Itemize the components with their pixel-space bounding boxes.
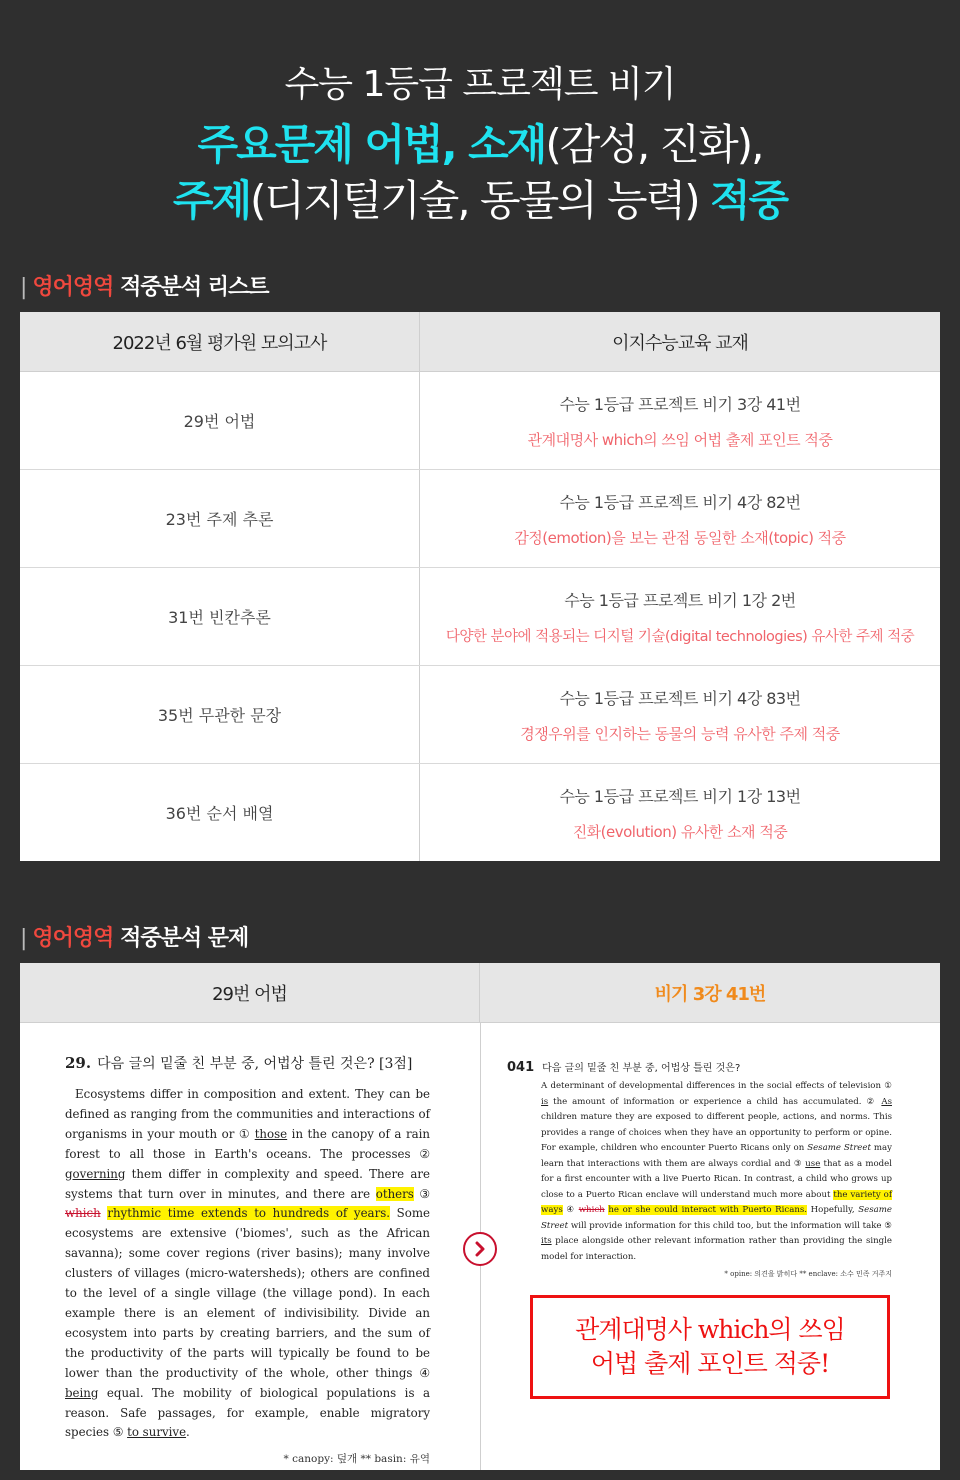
question-number: 29. [65,1054,92,1072]
question-passage: A determinant of developmental differences in the social effects of television ① is the amount of information or experience a child has accumulated. ② As children mature they are exposed to different people, actions, and norms. This provides a range of choices when they have an opportunity to perform or opine. For example, children who encounter Puerto Ricans only on Sesame Street may learn that interactions with them are always cordial and ③ use that as a model for a first encounter with a live Puerto Rican. In contrast, a child who grows up close to a Puerto Rican enclave will understand much more about the variety of ways ④ which he or she could interact with Puerto Ricans. Hopefully, Sesame Street will provide information for this child too, but the information will take ⑤ its place alongside other relevant information rather than providing the single model for interaction. [541,1081,892,1262]
row-book: 수능 1등급 프로젝트 비기 1강 2번 [564,590,796,610]
row-note: 경쟁우위를 인지하는 동물의 능력 유사한 주제 적중 [520,724,840,743]
table-row [20,764,940,861]
footnote: * canopy: 덮개 ** basin: 유역 [283,1453,430,1466]
question-heading [65,1053,430,1073]
row-note: 진화(evolution) 유사한 소재 적중 [572,822,788,841]
exam-question-29 [65,1053,430,1466]
question-heading [507,1059,892,1075]
table-row [20,666,940,764]
row-book-cell [420,764,940,861]
col-header-book: 이지수능교육 교재 [612,332,748,354]
row-book: 수능 1등급 프로젝트 비기 3강 41번 [559,394,801,414]
question-prompt: 다음 글의 밑줄 친 부분 중, 어법상 틀린 것은? [3점] [97,1056,413,1072]
problem-body [20,1023,940,1470]
row-note: 감정(emotion)을 보는 관점 동일한 소재(topic) 적중 [514,528,846,547]
book-question-041 [507,1059,892,1279]
table-row [20,568,940,666]
hero-line2-rest: (감성, 진화), [545,120,763,169]
section-title-red: 영어영역 [32,926,114,951]
section-title-red: 영어영역 [32,275,114,300]
section-bar: | [20,926,27,951]
section-title-list [20,270,269,301]
callout-line1: 관계대명사 which의 쓰임 [575,1315,845,1344]
row-book: 수능 1등급 프로젝트 비기 4강 82번 [559,492,801,512]
table-header [20,312,940,372]
row-question: 36번 순서 배열 [20,764,420,861]
question-number: 041 [507,1060,535,1075]
row-question: 23번 주제 추론 [20,470,420,567]
row-book: 수능 1등급 프로젝트 비기 1강 13번 [559,786,801,806]
hero-line2 [0,112,960,172]
hero-line3 [0,168,960,228]
row-question: 31번 빈칸추론 [20,568,420,665]
section-title-rest: 적중분석 문제 [113,926,249,951]
row-book-cell [420,666,940,763]
hit-callout-box [530,1295,890,1399]
footnote: * opine: 의견을 밝히다 ** enclave: 소수 민족 거주지 [724,1270,892,1278]
hero-line3-mid: (디지털기술, 동물의 능력) [250,176,710,225]
row-book: 수능 1등급 프로젝트 비기 4강 83번 [559,688,801,708]
hit-analysis-table [20,312,940,861]
hero-line3-highlight1: 주제 [172,176,251,225]
section-title-problem [20,921,248,952]
callout-line2: 어법 출제 포인트 적중! [590,1349,830,1378]
col-header-exam: 2022년 6월 평가원 모의고사 [20,312,420,371]
table-header [20,963,940,1023]
row-book-cell [420,372,940,469]
section-title-rest: 적중분석 리스트 [113,275,269,300]
row-book-cell [420,568,940,665]
hero-line3-highlight2: 적중 [709,176,788,225]
table-row [20,470,940,568]
question-prompt: 다음 글의 밑줄 친 부분 중, 어법상 틀린 것은? [542,1063,741,1074]
chevron-right-icon [463,1232,497,1266]
problem-comparison-table [20,963,940,1470]
col-header-book-question: 비기 3강 41번 [654,983,766,1005]
row-note: 다양한 분야에 적용되는 디지털 기술(digital technologies) 유사한 주제 적중 [445,628,915,645]
row-question: 29번 어법 [20,372,420,469]
table-row [20,372,940,470]
col-header-exam-question: 29번 어법 [20,963,480,1022]
row-note: 관계대명사 which의 쓰임 어법 출제 포인트 적중 [527,430,833,449]
row-book-cell [420,470,940,567]
hero-banner [0,0,960,250]
question-passage: Ecosystems differ in composition and extent. They can be defined as ranging from the communities and interactions of organisms in your mouth or ① those in the canopy of a rain forest to all those in Earth's oceans. The processes ② governing them differ in complexity and speed. There are systems that turn over in minutes, and there are others ③ which rhythmic time extends to hundreds of years. Some ecosystems are extensive ('biomes', such as the African savanna); some cover regions (river basins); many involve clusters of villages (micro-watersheds); others are confined to the level of a single village (the village pond). In each example there is an element of indivisibility. Divide an ecosystem into parts by creating barriers, and the sum of the productivity of the parts will typically be found to be lower than the productivity of the whole, other things ④ being equal. The mobility of biological populations is a reason. Safe passages, for example, enable migratory species ⑤ to survive. [65,1087,431,1440]
hero-line2-highlight: 주요문제 어법, 소재 [197,120,546,169]
section-bar: | [20,275,27,300]
row-question: 35번 무관한 문장 [20,666,420,763]
hero-line1: 수능 1등급 프로젝트 비기 [284,64,676,105]
